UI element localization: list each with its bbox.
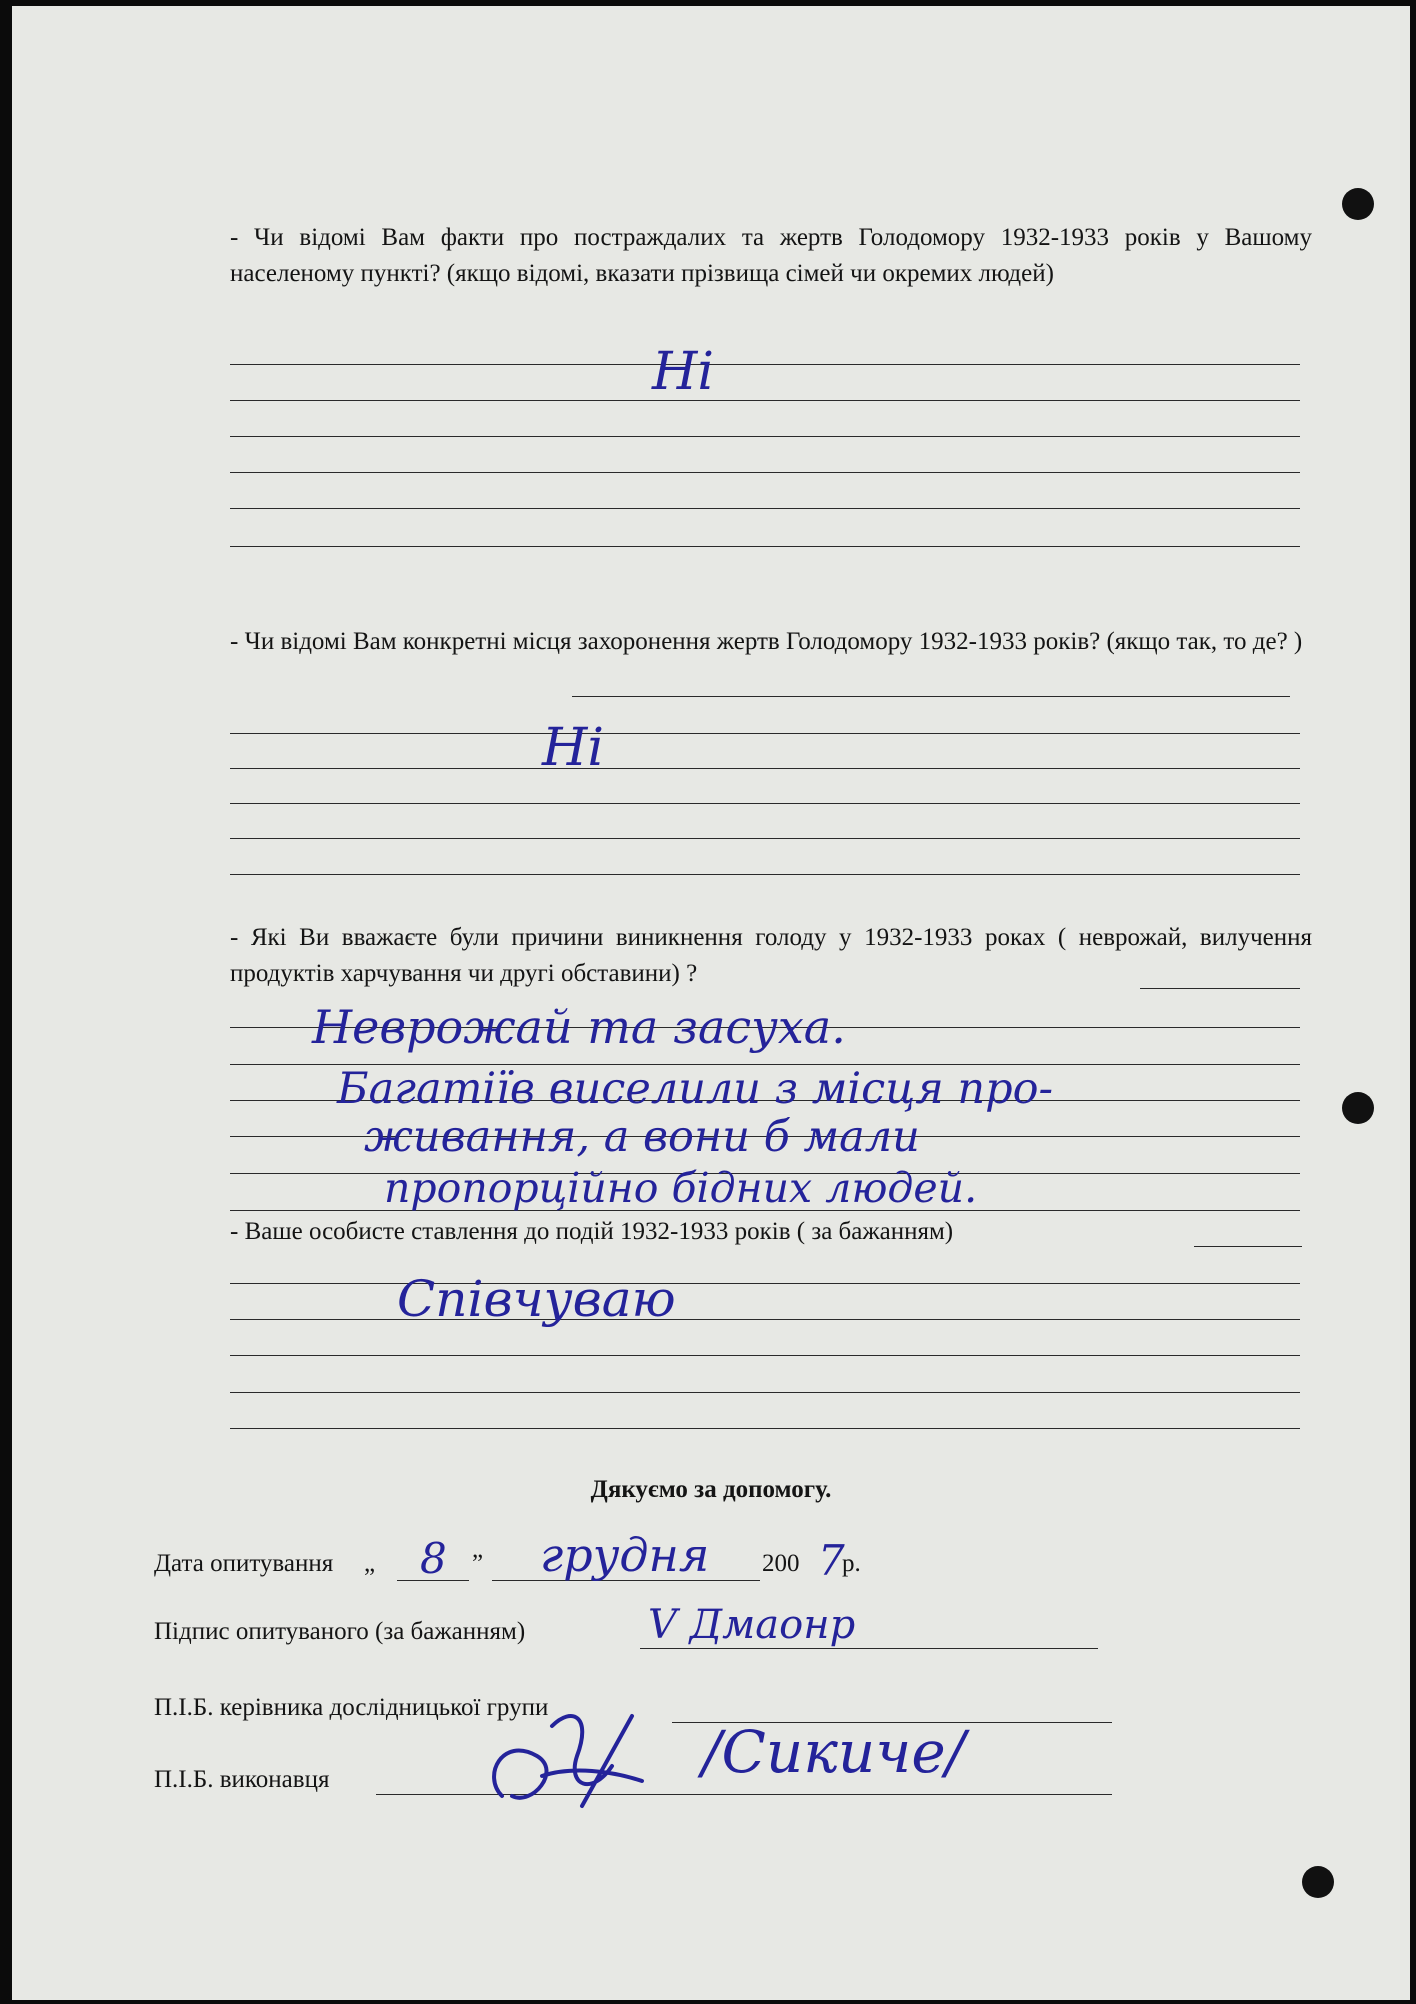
date-year-suffix: р. — [842, 1550, 861, 1577]
question-1-answer: Ні — [652, 342, 714, 402]
answer-line — [230, 1319, 1300, 1320]
answer-line — [230, 436, 1300, 437]
question-4-prompt: - Ваше особисте ставлення до подій 1932-1933 років ( за бажанням) — [230, 1218, 954, 1245]
question-3-answer-line-4: пропорційно бідних людей. — [384, 1164, 978, 1212]
question-2-answer: Ні — [542, 718, 604, 778]
answer-line — [230, 803, 1300, 804]
question-1-prompt: - Чи відомі Вам факти про постраждалих та жертв Голодомору 1932-1933 років у Вашому населеному пункті? (якщо відомі, вказати прізвища сімей чи окремих людей) — [230, 224, 1312, 287]
answer-line — [230, 768, 1300, 769]
date-year-digit: 7 — [818, 1536, 845, 1585]
question-3-prompt: - Які Ви вважаєте були причини виникнення голоду у 1932-1933 роках ( неврожай, вилучення продуктів харчування чи другі обставини) ? — [230, 924, 1312, 987]
performer-name-handwritten: /Сикиче/ — [702, 1718, 966, 1786]
date-open-quote: „ — [364, 1550, 376, 1577]
question-3-answer-line-3: живання, а вони б мали — [364, 1112, 920, 1162]
answer-line — [230, 874, 1300, 875]
answer-line — [230, 364, 1300, 365]
answer-line — [230, 472, 1300, 473]
survey-page — [12, 6, 1410, 2000]
respondent-signature-label: Підпис опитуваного (за бажанням) — [154, 1618, 526, 1645]
question-4-answer: Співчуваю — [397, 1270, 676, 1328]
answer-line — [230, 1283, 1300, 1284]
answer-line — [1194, 1246, 1302, 1247]
survey-date-label: Дата опитування — [154, 1550, 334, 1577]
answer-line — [230, 400, 1300, 401]
answer-line — [230, 1392, 1300, 1393]
question-3-answer-line-1: Неврожай та засуха. — [312, 1000, 846, 1054]
performer-name-label: П.І.Б. виконавця — [154, 1766, 330, 1793]
respondent-signature: V Дмаонр — [648, 1602, 856, 1648]
answer-line — [230, 1428, 1300, 1429]
answer-line — [1140, 988, 1300, 989]
answer-line — [230, 838, 1300, 839]
answer-line — [572, 696, 1290, 697]
date-month-value: грудня — [540, 1528, 710, 1582]
answer-line — [230, 733, 1300, 734]
question-2-prompt: - Чи відомі Вам конкретні місця захоронення жертв Голодомору 1932-1933 років? (якщо так, то де? ) — [230, 628, 1303, 655]
performer-signature-scribble — [482, 1696, 652, 1836]
date-year-prefix: 200 — [762, 1550, 800, 1577]
date-close-quote: ” — [472, 1550, 484, 1577]
leader-name-label: П.І.Б. керівника дослідницької групи — [154, 1694, 549, 1721]
punch-hole — [1342, 1092, 1374, 1124]
thanks-heading: Дякуємо за допомогу. — [590, 1476, 832, 1503]
question-3-answer-line-2: Багатіїв виселили з місця про- — [337, 1064, 1054, 1114]
date-day-value: 8 — [420, 1534, 447, 1583]
punch-hole — [1302, 1866, 1334, 1898]
answer-line — [230, 508, 1300, 509]
answer-line — [230, 546, 1300, 547]
answer-line — [230, 1355, 1300, 1356]
punch-hole — [1342, 188, 1374, 220]
respondent-signature-line — [640, 1648, 1098, 1649]
